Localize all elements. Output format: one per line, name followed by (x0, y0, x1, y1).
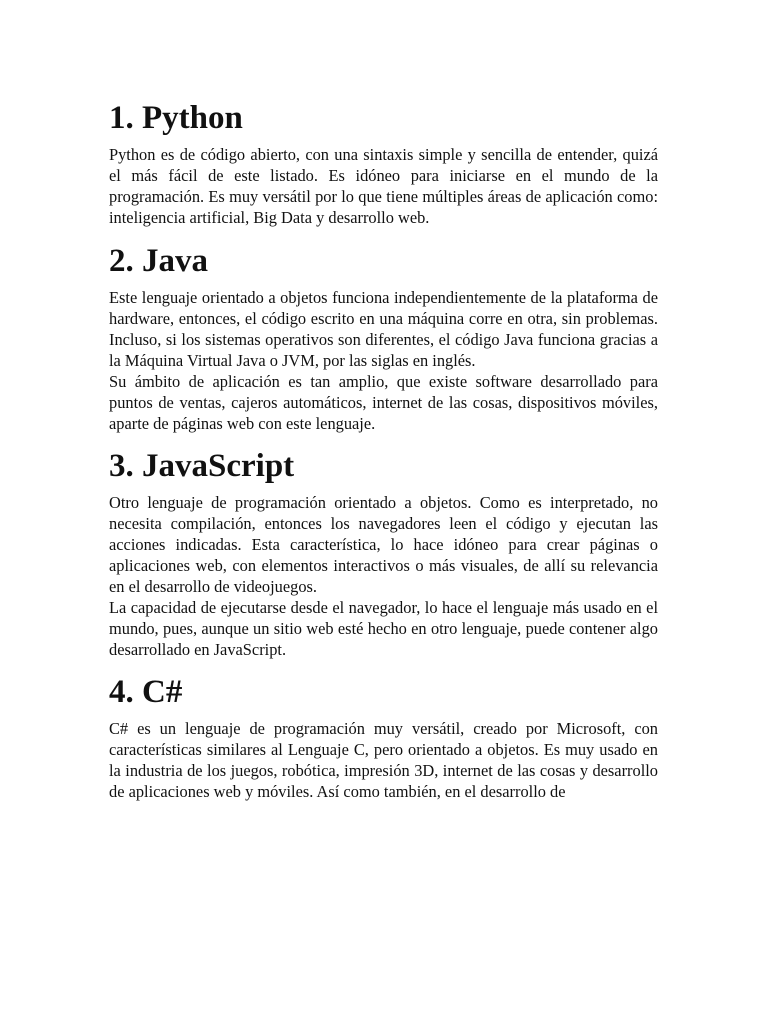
document-page (109, 96, 658, 813)
paragraph-java-1: Este lenguaje orientado a objetos funciona independientemente de la plataforma de hardware, entonces, el código escrito en una máquina corre en otra, sin problemas. Incluso, si los sistemas operativos son diferentes, el código Java funciona gracias a la Máquina Virtual Java o JVM, por las siglas en inglés. (109, 288, 658, 370)
paragraph-javascript-1: Otro lenguaje de programación orientado a objetos. Como es interpretado, no necesita compilación, entonces los navegadores leen el código y ejecutan las acciones indicadas. Esta característica, lo hace idóneo para crear páginas o aplicaciones web, con elementos interactivos o más visuales, de allí su relevancia en el desarrollo de videojuegos. (109, 493, 658, 596)
section-title-javascript: 3. JavaScript (109, 448, 295, 484)
section-javascript (109, 444, 658, 660)
paragraph-java-2: Su ámbito de aplicación es tan amplio, que existe software desarrollado para puntos de ventas, cajeros automáticos, internet de las cosas, dispositivos móviles, aparte de páginas web con este lenguaje. (109, 372, 658, 433)
section-title-java: 2. Java (109, 243, 208, 279)
section-title-csharp: 4. C# (109, 674, 183, 710)
paragraph-python-1: Python es de código abierto, con una sintaxis simple y sencilla de entender, quizá el más fácil de este listado. Es idóneo para iniciarse en el mundo de la programación. Es muy versátil por lo que tiene múltiples áreas de aplicación como: inteligencia artificial, Big Data y desarrollo web. (109, 145, 658, 227)
section-csharp (109, 670, 658, 802)
section-java (109, 239, 658, 434)
section-title-python: 1. Python (109, 100, 243, 136)
paragraph-csharp-1: C# es un lenguaje de programación muy versátil, creado por Microsoft, con características similares al Lenguaje C, pero orientado a objetos. Es muy usado en la industria de los juegos, robótica, impresión 3D, internet de las cosas y desarrollo de aplicaciones web y móviles. Así como también, en el desarrollo de (109, 719, 658, 801)
section-python (109, 96, 658, 228)
paragraph-javascript-2: La capacidad de ejecutarse desde el navegador, lo hace el lenguaje más usado en el mundo, pues, aunque un sitio web esté hecho en otro lenguaje, puede contener algo desarrollado en JavaScript. (109, 598, 658, 659)
